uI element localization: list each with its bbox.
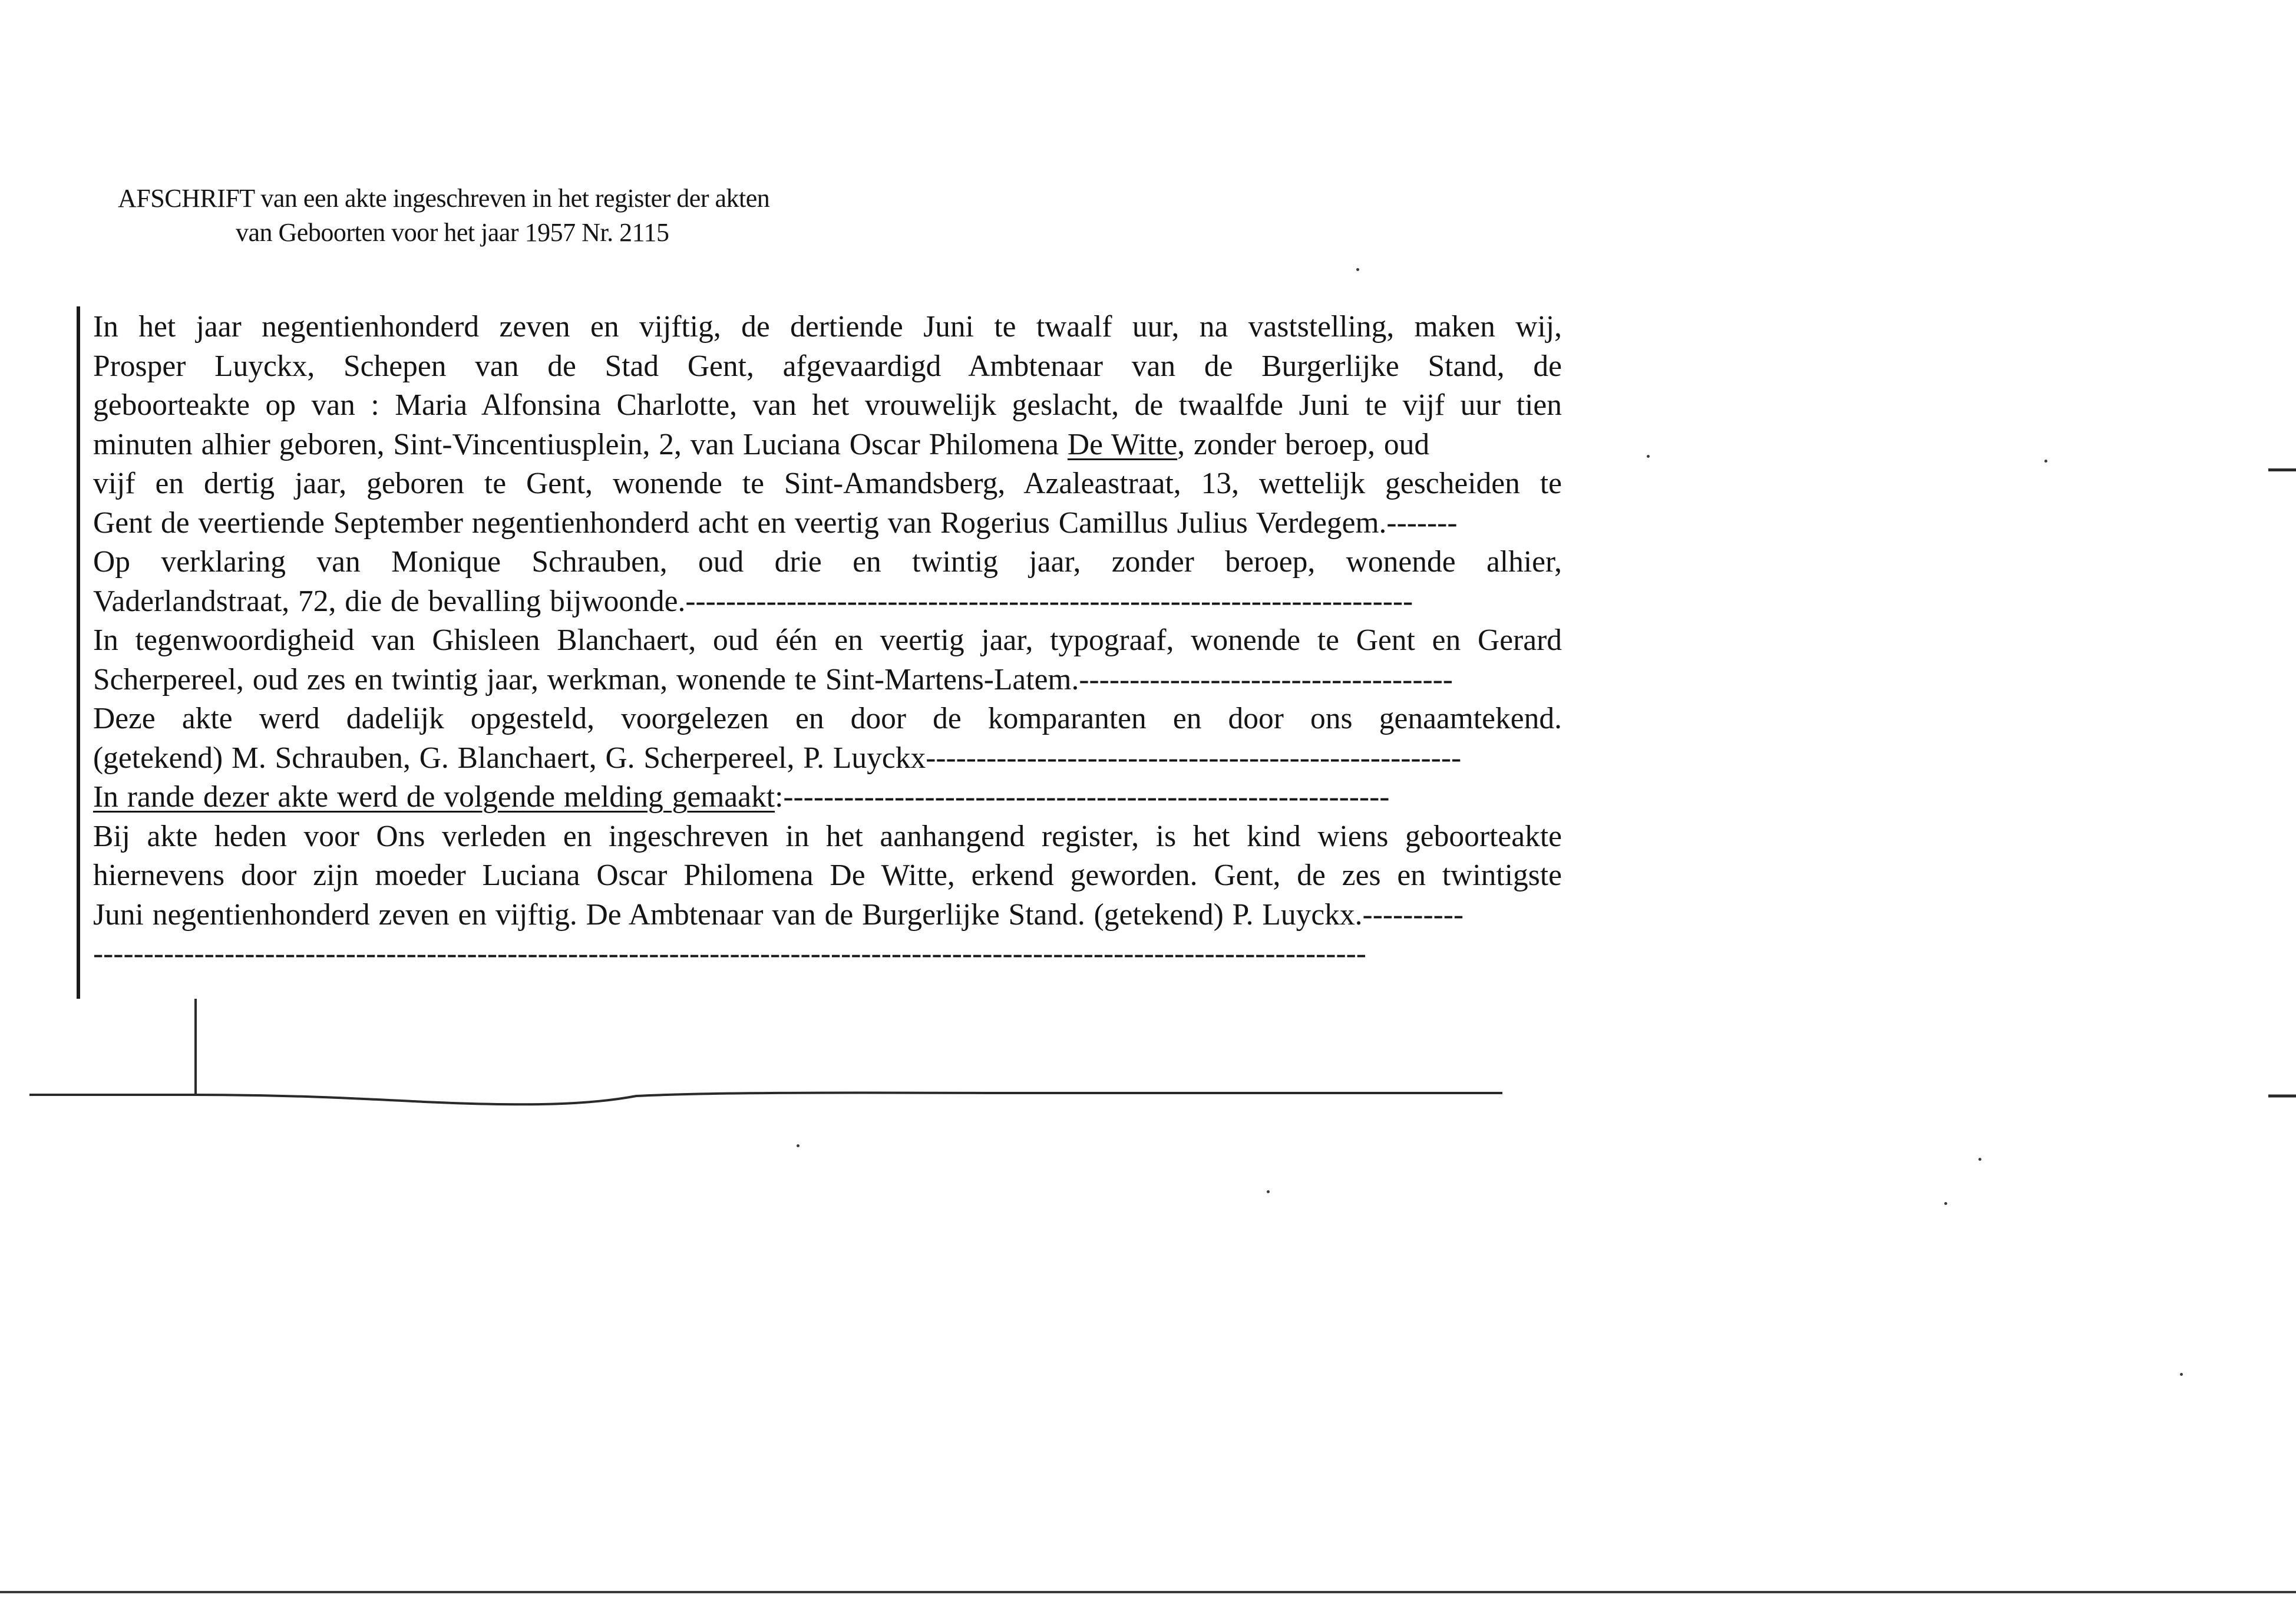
deed-line-part: , zonder beroep, oud: [1177, 427, 1430, 461]
scan-speck: [2180, 1373, 2183, 1376]
scan-speck: [2044, 460, 2047, 463]
scan-speck: [1647, 455, 1650, 458]
deed-line: In tegenwoordigheid van Ghisleen Blanchaert, oud één en veertig jaar, typograaf, wonende te Gent en Gerard: [93, 623, 1562, 657]
deed-line: hiernevens door zijn moeder Luciana Oscar Philomena De Witte, erkend geworden. Gent, de zes en twintigste: [93, 859, 1562, 892]
deed-line: [93, 778, 1562, 817]
bottom-edge-line: [0, 1591, 2296, 1593]
deed-line: (getekend) M. Schrauben, G. Blanchaert, G. Scherpereel, P. Luyckx-----------------------------------------------------: [93, 741, 1462, 775]
scan-speck: [797, 1144, 800, 1147]
fold-line: [0, 990, 2296, 1120]
underlined-name: De Witte: [1067, 427, 1178, 461]
deed-line: vijf en dertig jaar, geboren te Gent, wonende te Sint-Amandsberg, Azaleastraat, 13, wettelijk gescheiden te: [93, 467, 1562, 500]
deed-line: In het jaar negentienhonderd zeven en vijftig, de dertiende Juni te twaalf uur, na vaststelling, maken wij,: [93, 310, 1562, 344]
deed-line: Vaderlandstraat, 72, die de bevalling bijwoonde.------------------------------------------------------------------------: [93, 584, 1413, 618]
heading-line-1: AFSCHRIFT van een akte ingeschreven in het register der akten: [118, 184, 770, 213]
deed-line: Bij akte heden voor Ons verleden en ingeschreven in het aanhangend register, is het kind wiens geboorteakte: [93, 819, 1562, 853]
underlined-note-heading: In rande dezer akte werd de volgende melding gemaakt: [93, 780, 775, 814]
deed-line: Juni negentienhonderd zeven en vijftig. De Ambtenaar van de Burgerlijke Stand. (getekend) P. Luyckx.----------: [93, 897, 1464, 932]
deed-line: Deze akte werd dadelijk opgesteld, voorgelezen en door de komparanten en door ons genaamtekend.: [93, 702, 1562, 735]
deed-line: [93, 425, 1562, 465]
deed-line: Op verklaring van Monique Schrauben, oud drie en twintig jaar, zonder beroep, wonende alhier,: [93, 545, 1562, 579]
scan-speck: [1267, 1190, 1270, 1193]
deed-line: geboorteakte op van : Maria Alfonsina Charlotte, van het vrouwelijk geslacht, de twaalfde Juni te vijf uur tien: [93, 388, 1562, 422]
deed-text: [93, 308, 1562, 974]
scan-speck: [1356, 268, 1359, 271]
heading-line-2: van Geboorten voor het jaar 1957 Nr. 2115: [236, 218, 669, 247]
margin-bar: [77, 306, 80, 999]
deed-line-part: :------------------------------------------------------------: [775, 780, 1390, 814]
deed-line: Prosper Luyckx, Schepen van de Stad Gent, afgevaardigd Ambtenaar van de Burgerlijke Stand, de: [93, 349, 1562, 383]
deed-line: Gent de veertiende September negentienhonderd acht en veertig van Rogerius Camillus Julius Verdegem.-------: [93, 506, 1458, 540]
edge-mark: [2268, 468, 2296, 471]
deed-line-part: minuten alhier geboren, Sint-Vincentiusplein, 2, van Luciana Oscar Philomena: [93, 427, 1068, 461]
deed-line: Scherpereel, oud zes en twintig jaar, werkman, wonende te Sint-Martens-Latem.-------------------------------------: [93, 662, 1453, 696]
scan-speck: [1978, 1158, 1981, 1161]
scan-speck: [1944, 1202, 1947, 1205]
deed-line: ------------------------------------------------------------------------------------------------------------------------------: [93, 937, 1366, 970]
document-heading: [118, 181, 884, 250]
